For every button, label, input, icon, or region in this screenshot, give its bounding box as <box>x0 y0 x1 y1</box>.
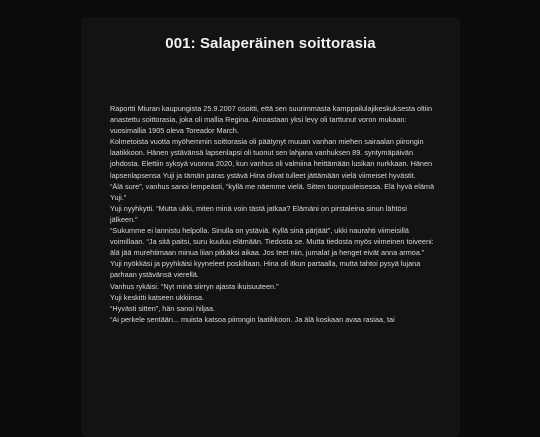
story-paragraph: Yuji nyökkäsi ja pyyhkäisi kyyneleet poskiltaan. Hina oli itkun partaalla, mutta tahtoi pysyä lujana parhaan ystävänsä vierellä. <box>110 259 421 280</box>
story-paragraph: Vanhus rykäisi. “Nyt minä siirryn ajasta ikuisuuteen.” <box>110 281 279 291</box>
story-paragraph: Raportti Miuran kaupungista 25.9.2007 osoitti, että sen suurimmasta kamppailulajikeskuksesta oltiin anastettu soittorasia, joka oli mallia Regina. Ainoastaan yksi levy oli tarttunut voron mukaan: vuosimallia 1905 oleva Toreador March. <box>110 104 433 136</box>
story-title: 001: Salaperäinen soittorasia <box>165 35 376 52</box>
story-body <box>110 103 436 325</box>
story-paragraph: Yuji nyyhkytti. “Mutta ukki, miten minä voin tästä jatkaa? Elämäni on pirstaleina sinun lähtösi jälkeen.” <box>110 203 407 224</box>
story-card <box>81 17 460 437</box>
story-paragraph: Yuji keskitti katseen ukkiinsa. <box>110 292 205 302</box>
story-paragraph: “Hyvästi sitten”, hän sanoi hiljaa. <box>110 303 216 313</box>
story-paragraph: “Älä sure”, vanhus sanoi lempeästi, “kyllä me näemme vielä. Sitten tuonpuoleisessa. Elä hyvä elämä Yuji.” <box>110 181 435 202</box>
story-paragraph: “Ai perkele sentään... muista katsoa piirongin laatikkoon. Ja älä koskaan avaa rasiaa, tai <box>110 314 395 324</box>
story-paragraph: “Sukumme ei lannistu helpolla. Sinulla on ystäviä. Kyllä sinä pärjäät”, ukki naurahti viimeisillä voimillaan. “Ja sitä paitsi, suru kuuluu elämään. Tiedosta se. Mutta tiedosta myös viimeinen toiveeni: älä jää murehtimaan minua liian pitkäksi aikaa. Jos teet niin, jumalat ja henget eivät anna armoa.” <box>110 226 434 258</box>
story-paragraph: Kolmetoista vuotta myöhemmin soittorasia oli päätynyt muuan vanhan miehen sairaalan piirongin laatikkoon. Hänen ystävänsä lapsenlapsi oli tuonut sen lahjana vanhuksen 89. syntymäpäivän johdosta. Elettiin syksyä vuonna 2020, kun vanhus oli valmiina heittämään lusikan nurkkaan. Hänen lapsenlapsensa Yuji ja tämän paras ystävä Hina olivat tulleet jättämään vielä viimeiset hyvästit. <box>110 137 433 180</box>
